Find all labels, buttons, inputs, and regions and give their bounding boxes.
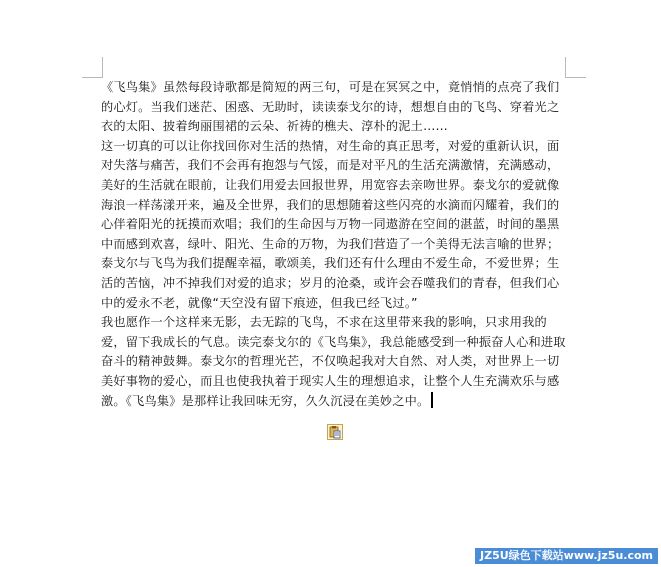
margin-crop-mark-top-left — [82, 57, 103, 78]
clipboard-paste-options-icon[interactable] — [327, 424, 343, 440]
site-watermark: JZ5U绿色下载站www.jz5u.com — [475, 548, 658, 564]
text-cursor — [431, 392, 433, 408]
paragraph-3[interactable] — [101, 313, 567, 411]
paragraph-2[interactable]: 这一切真的可以让你找回你对生活的热情，对生命的真正思考，对爱的重新认识，面对失落与痛苦，我们不会再有抱怨与气馁，而是对平凡的生活充满激情，充满感动，美好的生活就在眼前，让我们用爱去回报世界，用宽容去亲吻世界。泰戈尔的爱就像海浪一样荡漾开来，遍及全世界，我们的思想随着这些闪亮的水滴而闪耀着，我们的心伴着阳光的抚摸而欢唱；我们的生命因与万物一同遨游在空间的湛蓝，时间的墨黑中而感到欢喜，绿叶、阳光、生命的万物，为我们营造了一个美得无法言喻的世界；泰戈尔与飞鸟为我们提醒幸福，歌颂美，我们还有什么理由不爱生命，不爱世界；生活的苦恼，冲不掉我们对爱的追求；岁月的沧桑，或许会吞噬我们的青春，但我们心中的爱永不老，就像“天空没有留下痕迹，但我已经飞过。” — [101, 138, 560, 310]
margin-crop-mark-top-right — [565, 57, 586, 78]
paragraph-1[interactable]: 《飞鸟集》虽然每段诗歌都是简短的两三句，可是在冥冥之中，竟悄悄的点亮了我们的心灯。当我们迷茫、困惑、无助时，读读泰戈尔的诗，想想自由的飞鸟、穿着光之衣的太阳、披着绚丽围裙的云朵、祈祷的樵夫、淳朴的泥土…… — [101, 80, 560, 134]
paragraph-3-text[interactable]: 我也愿作一个这样来无影，去无踪的飞鸟，不求在这里带来我的影响，只求用我的爱，留下我成长的气息。读完泰戈尔的《飞鸟集》，我总能感受到一种振奋人心和进取奋斗的精神鼓舞。泰戈尔的哲理光芒，不仅唤起我对大自然、对人类，对世界上一切美好事物的爱心，而且也使我执着于现实人生的理想追求，让整个人生充满欢乐与感激。《飞鸟集》是那样让我回味无穷，久久沉浸在美妙之中。 — [101, 315, 566, 408]
document-body[interactable] — [101, 78, 567, 411]
